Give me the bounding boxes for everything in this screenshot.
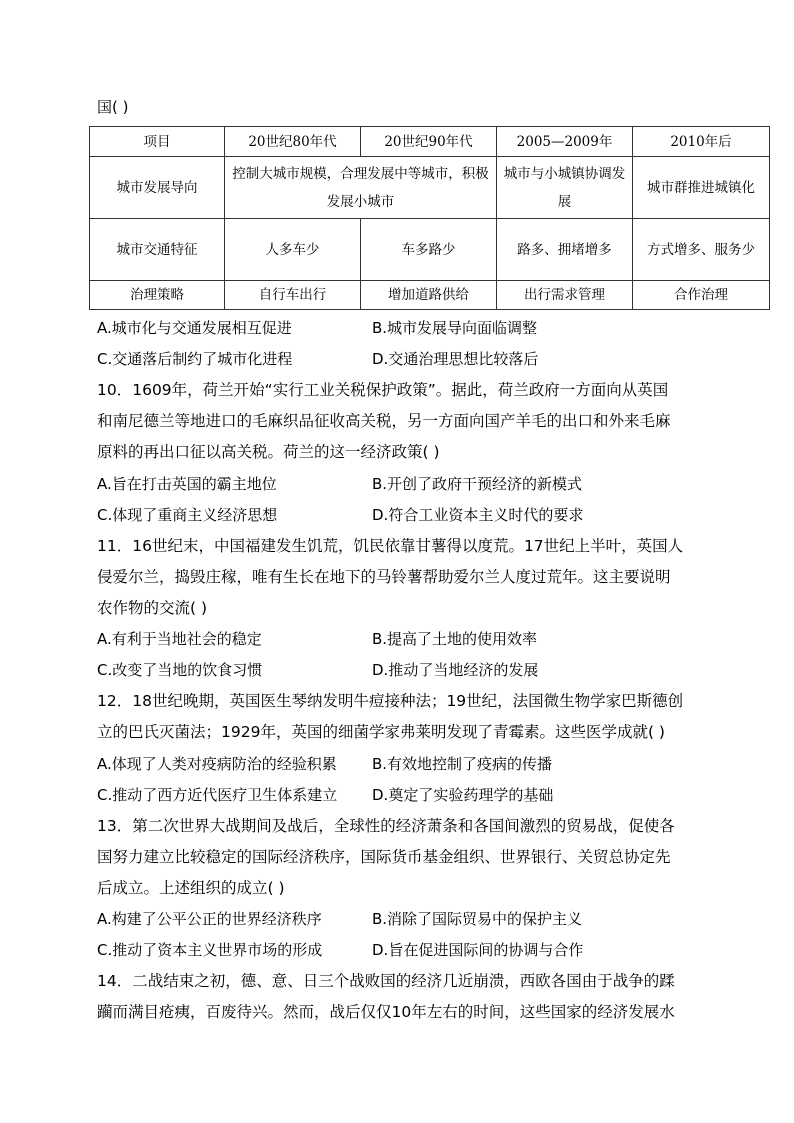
- table-row-label: 城市发展导向: [90, 157, 225, 219]
- question-14-line: 14．二战结束之初，德、意、日三个战败国的经济几近崩溃，西欧各国由于战争的蹂: [97, 972, 675, 990]
- question-13-line: 13．第二次世界大战期间及战后，全球性的经济萧条和各国间激烈的贸易战，促使各: [97, 817, 675, 835]
- table-row-label: 治理策略: [90, 281, 225, 310]
- option-d: D.推动了当地经济的发展: [372, 661, 539, 679]
- option-c: C.体现了重商主义经济思想: [97, 506, 278, 524]
- question-11-line: 侵爱尔兰，捣毁庄稼，唯有生长在地下的马铃薯帮助爱尔兰人度过荒年。这主要说明: [97, 568, 671, 586]
- option-b: B.城市发展导向面临调整: [372, 319, 538, 337]
- table-header-cell: 20世纪80年代: [225, 127, 361, 157]
- option-a: A.构建了公平公正的世界经济秩序: [97, 910, 322, 928]
- table-cell: 出行需求管理: [497, 281, 633, 310]
- question-11-line: 11．16世纪末，中国福建发生饥荒，饥民依靠甘薯得以度荒。17世纪上半叶，英国人: [97, 537, 684, 555]
- table-cell: 自行车出行: [225, 281, 361, 310]
- table-row-label: 城市交通特征: [90, 219, 225, 281]
- option-a: A.旨在打击英国的霸主地位: [97, 475, 277, 493]
- data-table: [89, 126, 770, 310]
- table-header-row: [90, 127, 770, 157]
- question-10-line: 原料的再出口征以高关税。荷兰的这一经济政策( ): [97, 443, 440, 461]
- option-a: A.有利于当地社会的稳定: [97, 630, 262, 648]
- option-a: A.体现了人类对疫病防治的经验积累: [97, 755, 337, 773]
- question-stem-tail: 国( ): [97, 98, 129, 116]
- option-b: B.开创了政府干预经济的新模式: [372, 475, 583, 493]
- table-cell: 方式增多、服务少: [633, 219, 770, 281]
- table-cell: 车多路少: [361, 219, 497, 281]
- question-13-line: 国努力建立比较稳定的国际经济秩序，国际货币基金组织、世界银行、关贸总协定先: [97, 848, 671, 866]
- question-10-line: 10．1609年，荷兰开始“实行工业关税保护政策”。据此，荷兰政府一方面向从英国: [97, 381, 669, 399]
- option-d: D.奠定了实验药理学的基础: [372, 786, 554, 804]
- table-row: [90, 157, 770, 219]
- question-13-line: 后成立。上述组织的成立( ): [97, 879, 285, 897]
- table-row: [90, 219, 770, 281]
- question-10-line: 和南尼德兰等地进口的毛麻织品征收高关税，另一方面向国产羊毛的出口和外来毛麻: [97, 412, 671, 430]
- table-cell: 增加道路供给: [361, 281, 497, 310]
- option-c: C.推动了资本主义世界市场的形成: [97, 941, 323, 959]
- question-12-line: 立的巴氏灭菌法；1929年，英国的细菌学家弗莱明发现了青霉素。这些医学成就( ): [97, 723, 665, 741]
- table-header-cell: 20世纪90年代: [361, 127, 497, 157]
- option-c: C.推动了西方近代医疗卫生体系建立: [97, 786, 338, 804]
- question-12-line: 12．18世纪晚期，英国医生琴纳发明牛痘接种法；19世纪，法国微生物学家巴斯德创: [97, 692, 684, 710]
- option-d: D.交通治理思想比较落后: [372, 350, 539, 368]
- option-a: A.城市化与交通发展相互促进: [97, 319, 292, 337]
- option-b: B.提高了土地的使用效率: [372, 630, 538, 648]
- table-header-cell: 2005—2009年: [497, 127, 633, 157]
- option-b: B.有效地控制了疫病的传播: [372, 755, 553, 773]
- question-11-line: 农作物的交流( ): [97, 599, 208, 617]
- table-cell: 城市群推进城镇化: [633, 157, 770, 219]
- table-cell-merged: 控制大城市规模，合理发展中等城市，积极发展小城市: [225, 157, 497, 219]
- table-cell: 城市与小城镇协调发展: [497, 157, 633, 219]
- table-cell: 合作治理: [633, 281, 770, 310]
- table-header-cell: 2010年后: [633, 127, 770, 157]
- option-d: D.旨在促进国际间的协调与合作: [372, 941, 584, 959]
- option-c: C.交通落后制约了城市化进程: [97, 350, 293, 368]
- table-header-cell: 项目: [90, 127, 225, 157]
- option-b: B.消除了国际贸易中的保护主义: [372, 910, 583, 928]
- table-row: [90, 281, 770, 310]
- option-d: D.符合工业资本主义时代的要求: [372, 506, 584, 524]
- question-14-line: 躏而满目疮痍，百废待兴。然而，战后仅仅10年左右的时间，这些国家的经济发展水: [97, 1003, 675, 1021]
- table-cell: 路多、拥堵增多: [497, 219, 633, 281]
- option-c: C.改变了当地的饮食习惯: [97, 661, 263, 679]
- table-cell: 人多车少: [225, 219, 361, 281]
